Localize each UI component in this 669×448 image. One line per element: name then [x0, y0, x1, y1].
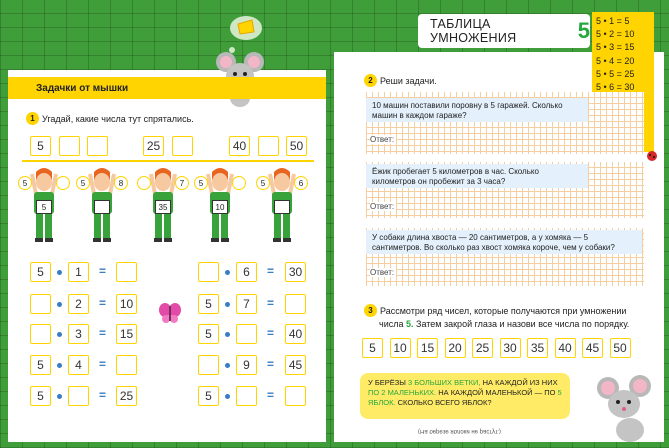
shirt-number[interactable]: 35 — [155, 200, 171, 214]
title-banner — [418, 14, 590, 48]
task-text: Угадай, какие числа тут спрятались. — [42, 113, 194, 124]
series-number-box: 10 — [390, 338, 411, 358]
ball-left[interactable]: 5 — [194, 176, 208, 190]
factor-box[interactable]: 3 — [68, 324, 89, 344]
equals-sign: = — [267, 264, 275, 278]
butterfly-icon — [158, 302, 182, 324]
table-row: 5 • 5 = 25 — [596, 68, 635, 79]
multiply-dot — [57, 332, 62, 337]
equals-sign: = — [99, 264, 107, 278]
factor-box[interactable] — [30, 294, 51, 314]
multiply-dot — [57, 394, 62, 399]
task-3-label — [364, 304, 626, 317]
question-2: Ёжик пробегает 5 километров в час. Сколько километров он пробежит за 3 часа? — [366, 164, 588, 188]
multiply-dot — [57, 270, 62, 275]
question-1: 10 машин поставили поровну в 5 гаражей. Сколько машин в каждом гараже? — [366, 98, 588, 122]
factor-box[interactable] — [30, 324, 51, 344]
factor-box[interactable]: 5 — [30, 262, 51, 282]
mouse-illustration — [592, 372, 662, 442]
shirt-number[interactable]: 10 — [212, 200, 228, 214]
factor-box[interactable]: 5 — [30, 386, 51, 406]
multiply-dot — [225, 332, 230, 337]
task-number: 1 — [26, 112, 39, 125]
series-number-box: 25 — [472, 338, 493, 358]
factor-box[interactable]: 2 — [68, 294, 89, 314]
factor-box[interactable] — [236, 324, 257, 344]
multiply-dot — [225, 270, 230, 275]
section-title: Задачки от мышки — [36, 82, 129, 94]
section-header — [8, 77, 326, 99]
divider — [22, 160, 314, 162]
title-number: 5 — [577, 18, 590, 43]
number-box[interactable] — [87, 136, 108, 156]
number-box[interactable]: 25 — [143, 136, 164, 156]
question-3: У собаки длина хвоста — 20 сантиметров, а у хомяка — 5 сантиметров. Во сколько раз хвост хомяка короче, чем у собаки? — [366, 230, 642, 254]
series-number-box: 5 — [362, 338, 383, 358]
ball-right[interactable] — [56, 176, 70, 190]
task-text: Рассмотри ряд чисел, которые получаются при умножении — [380, 305, 627, 316]
task-number: 2 — [364, 74, 377, 87]
factor-box[interactable]: 5 — [198, 324, 219, 344]
table-row: 5 • 3 = 15 — [596, 42, 635, 53]
task-number-highlight: 5. — [406, 319, 414, 329]
result-box[interactable]: 45 — [285, 355, 306, 375]
factor-box[interactable]: 1 — [68, 262, 89, 282]
shirt-number[interactable] — [274, 200, 290, 214]
factor-box[interactable] — [68, 386, 89, 406]
table-row: 5 • 1 = 5 — [596, 16, 630, 26]
number-box[interactable]: 5 — [30, 136, 51, 156]
result-box[interactable] — [285, 386, 306, 406]
result-box[interactable]: 10 — [116, 294, 137, 314]
ball-left[interactable]: 5 — [18, 176, 32, 190]
factor-box[interactable] — [198, 355, 219, 375]
result-box[interactable] — [285, 294, 306, 314]
left-page — [8, 70, 326, 442]
series-number-box: 40 — [555, 338, 576, 358]
shirt-number[interactable] — [94, 200, 110, 214]
task-text: числа — [379, 319, 404, 329]
equals-sign: = — [99, 326, 107, 340]
factor-box[interactable] — [236, 386, 257, 406]
answer-label: Ответ: — [370, 268, 395, 277]
task-2-label — [364, 74, 437, 87]
result-box[interactable] — [116, 262, 137, 282]
factor-box[interactable]: 4 — [68, 355, 89, 375]
ball-right[interactable] — [232, 176, 246, 190]
factor-box[interactable]: 6 — [236, 262, 257, 282]
number-box[interactable]: 40 — [229, 136, 250, 156]
number-box[interactable]: 50 — [286, 136, 307, 156]
task-3-line-2 — [379, 319, 629, 329]
task-text: Реши задачи. — [380, 75, 437, 86]
table-row: 5 • 4 = 20 — [596, 55, 635, 66]
factor-box[interactable]: 9 — [236, 355, 257, 375]
equals-sign: = — [267, 357, 275, 371]
multiply-dot — [225, 363, 230, 368]
multiply-dot — [57, 302, 62, 307]
result-box[interactable]: 15 — [116, 324, 137, 344]
multiply-dot — [225, 394, 230, 399]
series-number-box: 45 — [582, 338, 603, 358]
ball-left[interactable]: 5 — [76, 176, 90, 190]
result-box[interactable]: 40 — [285, 324, 306, 344]
table-row: 5 • 6 = 30 — [596, 82, 635, 93]
equals-sign: = — [267, 296, 275, 310]
page-title: ТАБЛИЦА УМНОЖЕНИЯ — [430, 17, 517, 45]
series-number-box: 15 — [417, 338, 438, 358]
multiply-dot — [225, 302, 230, 307]
ball-right[interactable]: 6 — [294, 176, 308, 190]
equals-sign: = — [99, 357, 107, 371]
ball-left[interactable]: 5 — [256, 176, 270, 190]
table-row: 5 • 2 = 10 — [596, 29, 635, 40]
result-box[interactable]: 25 — [116, 386, 137, 406]
equals-sign: = — [99, 388, 107, 402]
factor-box[interactable]: 5 — [198, 294, 219, 314]
series-number-box: 35 — [527, 338, 548, 358]
answer-label: Ответ: — [370, 135, 395, 144]
ball-left[interactable] — [137, 176, 151, 190]
equals-sign: = — [267, 326, 275, 340]
series-number-box: 30 — [500, 338, 521, 358]
ball-right[interactable]: 7 — [175, 176, 189, 190]
series-number-box: 20 — [445, 338, 466, 358]
number-box[interactable] — [59, 136, 80, 156]
series-number-box: 50 — [610, 338, 631, 358]
factor-box[interactable] — [198, 262, 219, 282]
factor-box[interactable]: 7 — [236, 294, 257, 314]
answer-label: Ответ: — [370, 202, 395, 211]
number-box[interactable] — [258, 136, 279, 156]
task-number: 3 — [364, 304, 377, 317]
equals-sign: = — [267, 388, 275, 402]
factor-box[interactable]: 5 — [198, 386, 219, 406]
shirt-number[interactable]: 5 — [36, 200, 52, 214]
equals-sign: = — [99, 296, 107, 310]
riddle-answer: (На берёзе яблоки не растут.) — [418, 428, 501, 434]
number-box[interactable] — [172, 136, 193, 156]
ladybug-icon — [646, 150, 658, 162]
task-1-label — [26, 112, 194, 125]
multiply-dot — [57, 363, 62, 368]
result-box[interactable]: 30 — [285, 262, 306, 282]
factor-box[interactable]: 5 — [30, 355, 51, 375]
ball-right[interactable]: 8 — [114, 176, 128, 190]
result-box[interactable] — [116, 355, 137, 375]
riddle-text: У БЕРЁЗЫ 3 БОЛЬШИХ ВЕТКИ, НА КАЖДОЙ ИЗ НИХ ПО 2 МАЛЕНЬКИХ. НА КАЖДОЙ МАЛЕНЬКОЙ — ПО 5 ЯБЛОК. СКОЛЬКО ВСЕГО ЯБЛОК? — [368, 378, 562, 407]
task-text: Затем закрой глаза и назови все числа по порядку. — [416, 319, 630, 329]
